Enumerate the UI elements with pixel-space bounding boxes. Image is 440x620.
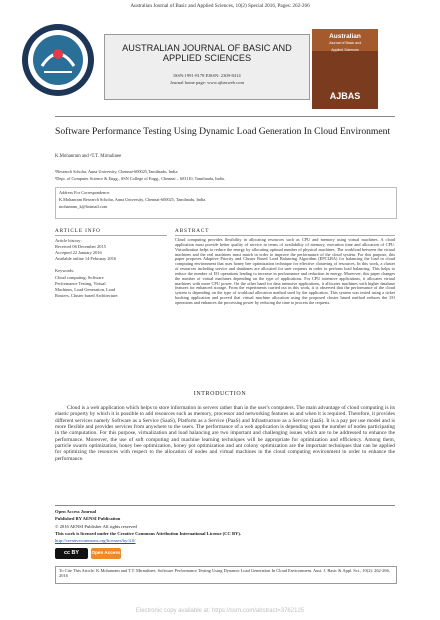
abstract-rule: [175, 235, 395, 236]
copyright-line: © 2016 AENSI Publisher All rights reserved: [55, 524, 137, 529]
introduction-heading: INTRODUCTION: [193, 391, 247, 397]
open-access-badge-label: Open Access: [91, 550, 121, 555]
citation-text: To Cite This Article: K.Mohanram and T.T. Mirnalinee, Software Performance Testing Using Dynamic Load Generation In Cloud Environment. Aust. J. Basic & Appl. Sci., 10(2): 262-266, 2016: [59, 568, 390, 579]
abstract-text: Cloud computing provides flexibility in allocating resources such as CPU and memory using virtual machines. A cloud application must provide better quality of service in terms of availability of memory, execution time and allocation of CPU. Virtualization helps to reduce the energy by allocating optimal number of physical machines. The workload between the virtual machines and the real machines must match in order to improve the performance of the cloud system. For this purpose, this paper proposes Adaptive Priority and Cluster Based Load Balancing Algorithm (EPCLBA) for balancing the load in cloud computing environment that uses honey bee optimization technique for effective clustering of resources. In this work, a cluster of resources including service and databases are allocated for user requests in order to perform load balancing. This helps to reduce the number of I/O operations leading to increase in performance and reduction in energy. Moreover, this paper changes the number of virtual machines depending on the type of applications. For CPU intensive applications, it allocates virtual machines with more CPU power. On the other hand for data intensive applications, it allocates machines with higher database features for enhanced storage. From the experiments carried out in this work, it is observed that the performance of the cloud system is depending on the type of workload allocation method used by the application. This system was tested using a ticket booking application and proved that virtual machine allocation using the proposed cluster based method reduces the I/O operations and enhances the processing power by reducing the time to process the requests.: [175, 238, 395, 305]
accepted-date: Accepted 22 January 2016: [55, 250, 102, 255]
cover-title: [312, 33, 378, 54]
issn: ISSN:1991-8178 EISSN: 2309-8414: [173, 73, 241, 78]
article-info-rule: [55, 235, 167, 236]
correspondence-box: [55, 187, 397, 219]
keywords-line2: Performance Testing, Virtual: [55, 281, 106, 286]
publisher-line: Published BY AENSI Publication: [55, 516, 121, 521]
cc-by-label: cc BY: [64, 550, 79, 556]
affiliation-1: ¹Research Scholar, Anna University, Chennai-600025,Tamilnadu, India.: [55, 169, 179, 174]
keywords-line1: Cloud computing, Software: [55, 275, 104, 280]
affiliation-2: ²Dept. of Computer Science & Engg., SSN College of Engg., Chennai – 603110, Tamilnadu, India.: [55, 176, 225, 181]
correspondence-label: Address For Correspondence:: [59, 190, 111, 195]
correspondence-address: K.Mohanram Research Scholar, Anna University, Chennai-600025, Tamilnadu, India.: [59, 197, 207, 202]
abstract-heading: ABSTRACT: [175, 228, 210, 234]
citation-box: [55, 566, 397, 584]
introduction-text: Cloud is a web application which helps to store information in servers rather than in the user's computers. The main advantage of cloud computing is its elastic property by which it is possible to add resources such as memory, processor and networking features as and when it is required. Therefore, it provides different services namely Software as a Service (SaaS), Platform as a Service (PaaS) and Infrastructure as a Service (IaaS). It is a pay per use model and is more flexible and provides services from anywhere to the users. The performance of a web application is depending upon the number of nodes participating in the computation. For this purpose, virtualization and load balancing are two important and challenging issues which are to be addressed to enhance the performance. Moreover, the use of soft computing and machine learning techniques will be appropriate for optimization and efficiency. Among them, particle swarm optimization, honey bee optimization, honey pot optimization and ant colony optimization are the important techniques that can be applied for optimizing the resources with respect to the allocation of nodes and virtual machines in the cloud computing environment in order to enhance the performance.: [55, 405, 395, 462]
keywords-line3: Machines, Load Generation, Load: [55, 287, 116, 292]
keywords-label: Keywords:: [55, 268, 75, 273]
journal-name-line1: AUSTRALIAN JOURNAL OF BASIC AND: [122, 43, 292, 53]
article-history-label: Article history:: [55, 238, 82, 243]
keywords-line4: Routers, Cluster based Architecture.: [55, 293, 119, 298]
article-info-heading: ARTICLE INFO: [55, 228, 101, 234]
open-access-badge[interactable]: [91, 548, 121, 559]
aensi-logo: [20, 22, 96, 98]
open-access-label: Open Access Journal: [55, 509, 97, 514]
received-date: Received 06 December 2015: [55, 244, 106, 249]
license-line: This work is licensed under the Creative Commons Attribution International License (CC BY).: [55, 531, 242, 536]
paper-title: Software Performance Testing Using Dynamic Load Generation In Cloud Environment: [55, 126, 391, 137]
correspondence-email[interactable]: mohanram_k@hotmail.com: [59, 204, 108, 209]
authors: K.Mohanram and ²T.T. Mirnalinee: [55, 154, 122, 159]
ssrn-watermark[interactable]: Electronic copy available at: https://ssrn.com/abstract=3762125: [135, 608, 305, 614]
masthead-rule: [55, 116, 395, 117]
license-link[interactable]: http://creativecommons.org/licenses/by/4.0/: [55, 538, 136, 543]
journal-homepage: Journal home page: www.ajbasweb.com: [169, 80, 245, 85]
cover-title-line3: Applied Sciences: [331, 48, 359, 52]
journal-masthead-box: [104, 34, 310, 100]
cover-abbr: AJBAS: [329, 91, 361, 101]
cover-title-line1: Australian: [329, 33, 361, 40]
cover-title-line2: Journal of Basic and: [328, 41, 362, 45]
running-head: Australian Journal of Basic and Applied Sciences, 10(2) Special 2016, Pages: 262-266: [130, 3, 310, 9]
available-date: Available online 14 February 2016: [55, 256, 117, 261]
journal-name-line2: APPLIED SCIENCES: [162, 53, 252, 63]
footer-rule: [55, 505, 395, 506]
journal-cover: [312, 29, 378, 109]
cc-by-badge[interactable]: [55, 548, 88, 559]
journal-name: [105, 43, 309, 63]
